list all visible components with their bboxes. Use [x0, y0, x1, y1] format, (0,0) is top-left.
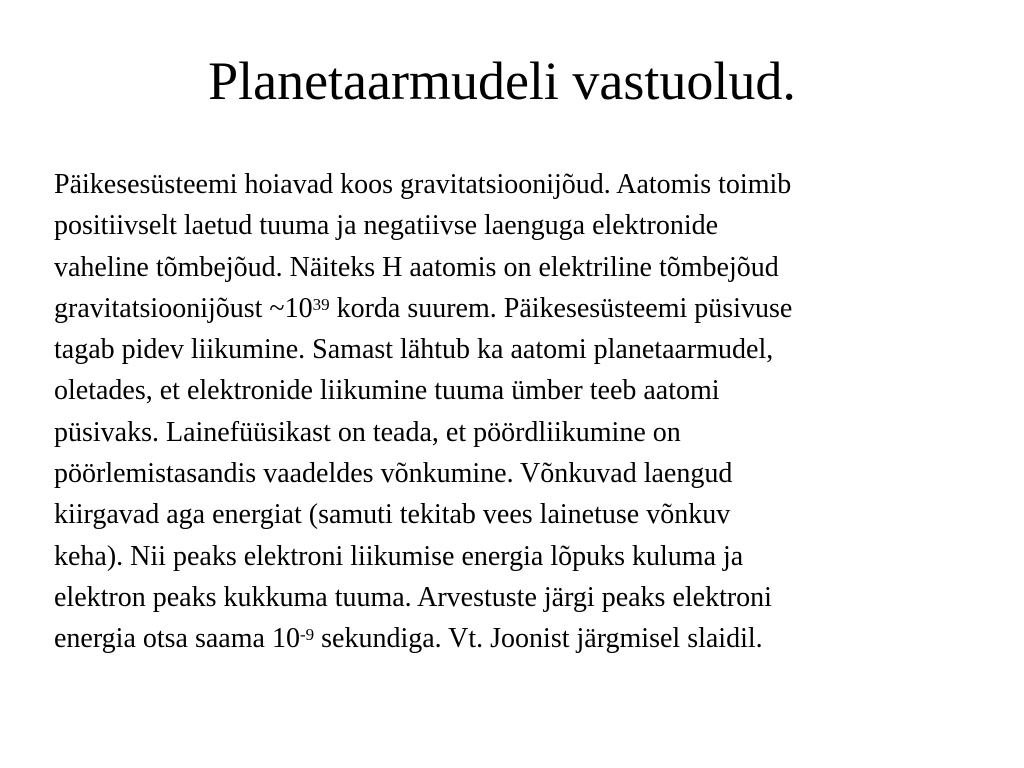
body-line: oletades, et elektronide liikumine tuuma ümber teeb aatomi [54, 375, 720, 407]
superscript-exponent: -9 [299, 625, 315, 645]
slide-title: Planetaarmudeli vastuolud. [208, 51, 796, 111]
body-line [54, 288, 994, 329]
body-line: positiivselt laetud tuuma ja negatiivse laenguga elektronide [54, 210, 719, 242]
body-line: vaheline tõmbejõud. Näiteks H aatomis on elektriline tõmbejõud [54, 251, 779, 283]
body-text: gravitatsioonijõust ~10 [54, 292, 313, 324]
body-line: tagab pidev liikumine. Samast lähtub ka aatomi planetaarmudel, [54, 334, 774, 366]
body-text: korda suurem. Päikesesüsteemi püsivuse [329, 292, 793, 324]
body-text: energia otsa saama 10 [54, 623, 300, 655]
body-line [54, 618, 994, 659]
body-line: pöörlemistasandis vaadeldes võnkumine. Võnkuvad laengud [54, 458, 733, 490]
body-text: sekundiga. Vt. Joonist järgmisel slaidil. [314, 623, 763, 655]
body-line: püsivaks. Lainefüüsikast on teada, et pöördliikumine on [54, 416, 681, 448]
superscript-exponent: 39 [312, 294, 330, 314]
slide-body-text [54, 164, 994, 660]
body-line: Päikesesüsteemi hoiavad koos gravitatsioonijõud. Aatomis toimib [54, 169, 792, 200]
body-line: keha). Nii peaks elektroni liikumise energia lõpuks kuluma ja [54, 540, 744, 572]
body-line: kiirgavad aga energiat (samuti tekitab vees lainetuse võnkuv [54, 499, 731, 531]
body-line: elektron peaks kukkuma tuuma. Arvestuste järgi peaks elektroni [54, 581, 772, 613]
